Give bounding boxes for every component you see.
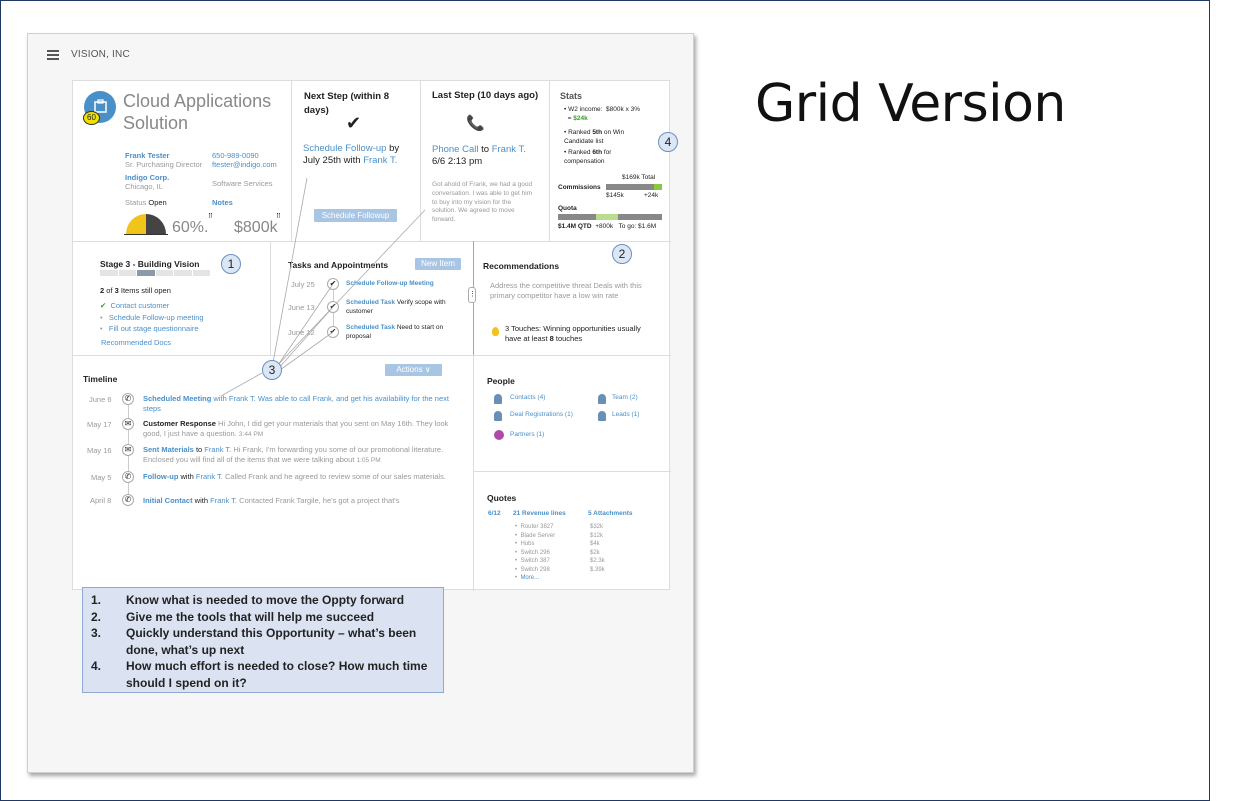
- callout-3: 3: [262, 360, 282, 380]
- quote-date-link[interactable]: 6/12: [488, 510, 501, 517]
- quote-lines: [515, 523, 605, 583]
- timeline-heading: Timeline: [83, 374, 118, 384]
- partners-link[interactable]: Partners (1): [510, 431, 545, 438]
- stage-title: Stage 3 - Building Vision: [100, 259, 200, 269]
- slide-title: Grid Version: [755, 74, 1066, 134]
- timeline-entry[interactable]: Customer Response Hi John, I did get your materials that you sent on May 16th. They look good, I just have a question. 3:44 PM: [143, 419, 449, 438]
- commissions-add: +24k: [644, 192, 659, 199]
- phone-icon: ✆: [122, 494, 134, 506]
- badge-count: 60: [83, 111, 100, 125]
- last-step-notes: Got ahold of Frank, we had a good conversation. I was able to get him to buy into my vision for the solution. We agreed to move forward.: [432, 181, 533, 224]
- mail-icon: ✉: [122, 444, 134, 456]
- actions-button[interactable]: Actions ∨: [385, 364, 442, 376]
- callout-1: 1: [221, 254, 241, 274]
- amount-edit-icon[interactable]: ⠿: [276, 213, 281, 220]
- timeline-date: June 6: [89, 395, 112, 404]
- mail-icon: ✉: [122, 418, 134, 430]
- recommended-docs-link[interactable]: Recommended Docs: [101, 338, 172, 347]
- last-step-summary: Phone Call to Frank T. 6/6 2:13 pm: [432, 144, 526, 167]
- phone-icon: ✆: [122, 471, 134, 483]
- attachments-link[interactable]: 5 Attachments: [588, 510, 633, 517]
- opportunity-title: Cloud Applications Solution: [123, 91, 272, 133]
- task-check-icon[interactable]: ✔: [327, 301, 339, 313]
- contact-email[interactable]: ftester@indigo.com: [212, 160, 277, 169]
- quota-bar: [558, 214, 662, 220]
- menu-icon[interactable]: [47, 50, 59, 62]
- notes-link[interactable]: Notes: [212, 198, 233, 207]
- timeline-date: May 5: [91, 473, 112, 482]
- timeline-entry[interactable]: Sent Materials to Frank T. Hi Frank, I'm forwarding you some of our promotional literature. Enclosed you will find all of the items that we were talking about 1:05 PM: [143, 445, 444, 464]
- last-step-datetime: 6/6 2:13 pm: [432, 156, 483, 167]
- stats-w2: • W2 income: $800k x 3% = $24k: [564, 106, 641, 122]
- stats-rank-win: • Ranked 5th on Win Candidate list: [564, 129, 625, 145]
- timeline-entry[interactable]: Scheduled Meeting with Frank T. Was able to call Frank, and get his availability for the next steps: [143, 394, 449, 413]
- timeline-date: April 8: [90, 496, 112, 505]
- company-name: VISION, INC: [71, 49, 130, 60]
- task-check-icon[interactable]: ✔: [327, 278, 339, 290]
- last-step-action-link[interactable]: Phone Call: [432, 144, 479, 155]
- account-link[interactable]: Indigo Corp.: [125, 173, 170, 182]
- quote-more-link[interactable]: • More...: [515, 575, 540, 581]
- quote-line: • Router 3827 $32k: [515, 524, 604, 530]
- contact-role: Sr. Purchasing Director: [125, 160, 203, 169]
- people-heading: People: [487, 376, 515, 386]
- stage-item-2[interactable]: • Schedule Follow-up meeting: [100, 313, 204, 322]
- goals-note: [82, 587, 444, 693]
- task-date: June 13: [288, 303, 315, 312]
- timeline-date: May 17: [87, 420, 112, 429]
- contact-phone[interactable]: 650-989-0090: [212, 151, 259, 160]
- stage-item-1[interactable]: ✔ Contact customer: [100, 301, 170, 310]
- deal-registrations-link[interactable]: Deal Registrations (1): [510, 411, 573, 418]
- stats-rank-comp: • Ranked 6th for compensation: [564, 149, 612, 165]
- quota-values: $1.4M QTD +800k To go: $1.6M: [558, 223, 657, 230]
- recommendations-heading: Recommendations: [483, 261, 560, 271]
- task-item[interactable]: Scheduled Task Verify scope with customer: [346, 299, 446, 315]
- callout-2: 2: [612, 244, 632, 264]
- timeline-entry[interactable]: Initial Contact with Frank T. Contacted Frank Targile, he's got a project that's: [143, 496, 400, 505]
- resize-handle-icon[interactable]: ⋮: [468, 287, 476, 303]
- schedule-followup-button[interactable]: Schedule Followup: [314, 209, 397, 222]
- quote-line: • Hubs $4k: [515, 541, 600, 547]
- stage-item-3[interactable]: • Fill out stage questionnaire: [100, 324, 199, 333]
- goal-item: 2. Give me the tools that will help me succeed: [91, 609, 375, 624]
- revenue-lines-link[interactable]: 21 Revenue lines: [513, 510, 566, 517]
- team-icon: [598, 394, 606, 404]
- task-date: June 12: [288, 328, 315, 337]
- next-step-heading: Next Step (within 8 days): [304, 91, 389, 116]
- stage-progress-bar: [100, 270, 210, 276]
- account-location: Chicago, IL: [125, 182, 163, 191]
- quote-line: • Blade Server $12k: [515, 532, 604, 539]
- task-check-icon[interactable]: ✔: [327, 326, 339, 338]
- new-item-button[interactable]: New Item: [415, 258, 461, 270]
- callout-4: 4: [658, 132, 678, 152]
- account-industry: Software Services: [212, 179, 273, 188]
- next-step-summary: Schedule Follow-up by July 25th with Frank T.: [303, 143, 400, 166]
- task-item[interactable]: Scheduled Task Need to start on proposal: [346, 324, 444, 340]
- last-step-person-link[interactable]: Frank T.: [491, 144, 526, 155]
- contact-name[interactable]: Frank Tester: [125, 151, 170, 160]
- probability-gauge: [124, 214, 168, 236]
- next-step-person-link[interactable]: Frank T.: [363, 155, 398, 166]
- next-step-action-link[interactable]: Schedule Follow-up: [303, 143, 387, 154]
- phone-icon: ✆: [122, 393, 134, 405]
- commissions-current: $145k: [606, 192, 624, 199]
- contacts-icon: [494, 394, 502, 404]
- quota-label: Quota: [558, 205, 577, 212]
- timeline-entry[interactable]: Follow-up with Frank T. Called Frank and he agreed to review some of our sales materials.: [143, 472, 446, 481]
- last-step-heading: Last Step (10 days ago): [432, 90, 539, 101]
- quote-line: • Switch 387 $2.3k: [515, 558, 605, 564]
- goal-item: 1. Know what is needed to move the Oppty forward: [91, 593, 405, 607]
- timeline-date: May 16: [87, 446, 112, 455]
- goal-item: 3. Quickly understand this Opportunity – what’s been done, what’s up next: [91, 626, 417, 657]
- commissions-bar: [606, 184, 662, 190]
- team-link[interactable]: Team (2): [612, 394, 638, 401]
- commissions-total: $169k Total: [622, 174, 656, 181]
- probability-value: 60%.: [172, 219, 209, 236]
- commissions-label: Commissions: [558, 184, 601, 191]
- contacts-link[interactable]: Contacts (4): [510, 394, 546, 401]
- quote-line: • Switch 298 $.39k: [515, 566, 605, 573]
- recommendation-touches: 3 Touches: Winning opportunities usually have at least 8 touches: [505, 324, 641, 343]
- quote-line: • Switch 296 $2k: [515, 549, 600, 556]
- leads-link[interactable]: Leads (1): [612, 411, 640, 418]
- deal-registrations-icon: [494, 411, 502, 421]
- recommendation-competitive: Address the competitive threat Deals with this primary competitor have a low win rate: [490, 281, 642, 300]
- task-item[interactable]: Schedule Follow-up Meeting: [346, 280, 434, 287]
- check-icon: ✔: [346, 113, 362, 133]
- leads-icon: [598, 411, 606, 421]
- lightbulb-icon: [492, 327, 499, 336]
- task-date: July 25: [291, 280, 315, 289]
- phone-icon: 📞: [466, 115, 485, 132]
- tasks-heading: Tasks and Appointments: [288, 260, 389, 270]
- stats-heading: Stats: [560, 91, 583, 101]
- amount-value: $800k: [234, 219, 278, 236]
- probability-edit-icon[interactable]: ⠿: [208, 213, 213, 220]
- quotes-heading: Quotes: [487, 493, 517, 503]
- goal-item: 4. How much effort is needed to close? How much time should I spend on it?: [91, 659, 428, 690]
- status-field: Status Open: [125, 198, 167, 207]
- partners-icon: [494, 430, 504, 440]
- stage-progress-text: 2 of 3 Items still open: [100, 286, 171, 295]
